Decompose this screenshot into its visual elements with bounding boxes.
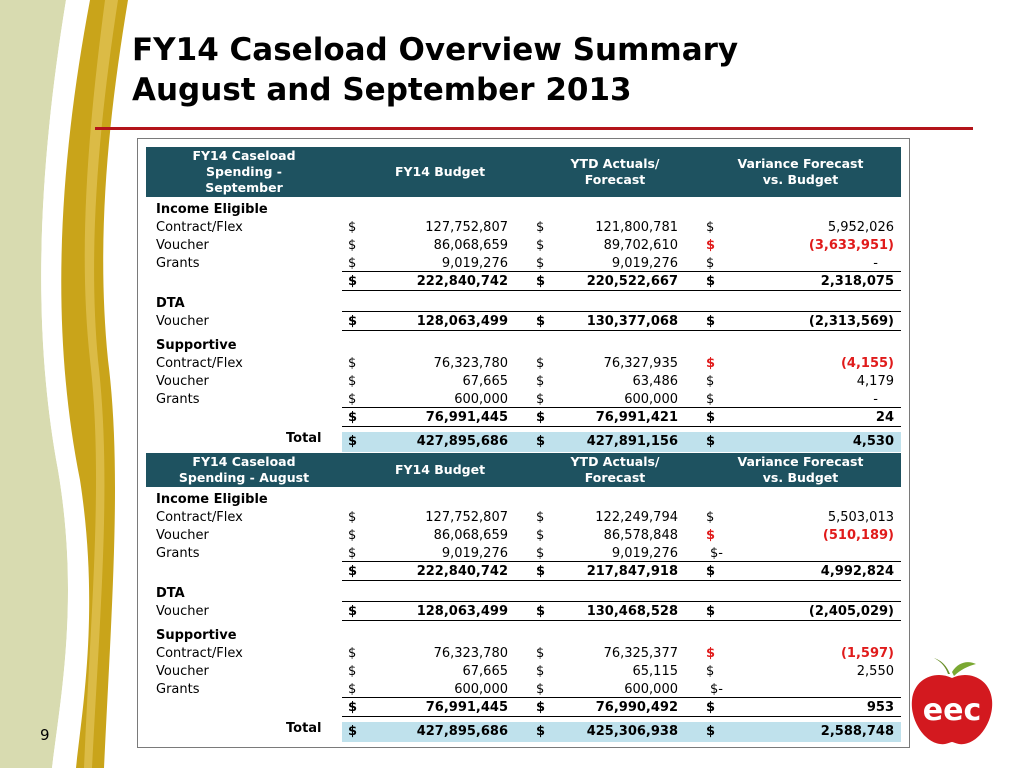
cell-value: 76,323,780 bbox=[433, 646, 508, 661]
cell-value: 600,000 bbox=[624, 682, 678, 697]
row-label: Income Eligible bbox=[156, 202, 268, 217]
currency-symbol: $ bbox=[536, 374, 545, 389]
row-label: Contract/Flex bbox=[156, 646, 243, 661]
cell-value: 128,063,499 bbox=[416, 604, 508, 619]
row-label: Contract/Flex bbox=[156, 220, 243, 235]
cell-value: 76,991,421 bbox=[595, 410, 678, 425]
column-header: Variance Forecast vs. Budget bbox=[737, 156, 864, 187]
cell-value: 130,468,528 bbox=[586, 604, 678, 619]
cell-value: 220,522,667 bbox=[586, 274, 678, 289]
total-row bbox=[146, 433, 901, 451]
table-row bbox=[146, 509, 901, 527]
currency-symbol: $ bbox=[706, 646, 716, 661]
row-label: Contract/Flex bbox=[156, 356, 243, 371]
cell-value: 2,318,075 bbox=[820, 274, 894, 289]
cell-value: 427,895,686 bbox=[416, 724, 508, 739]
cell-value: 67,665 bbox=[462, 374, 508, 389]
table-row bbox=[146, 563, 901, 581]
cell-value: (3,633,951) bbox=[808, 238, 894, 253]
currency-symbol: $ bbox=[348, 546, 357, 561]
currency-symbol: $ bbox=[536, 510, 545, 525]
cell-value: 2,588,748 bbox=[820, 724, 894, 739]
currency-symbol: $ bbox=[706, 528, 716, 543]
table-row bbox=[146, 527, 901, 545]
row-label: Grants bbox=[156, 682, 200, 697]
cell-value: 76,327,935 bbox=[603, 356, 678, 371]
table-row bbox=[146, 373, 901, 391]
cell-value: 4,530 bbox=[852, 434, 894, 449]
page-title bbox=[132, 30, 738, 110]
cell-value: 86,068,659 bbox=[433, 238, 508, 253]
cell-value: 65,115 bbox=[632, 664, 678, 679]
currency-symbol: $ bbox=[348, 314, 358, 329]
cell-value: $- bbox=[710, 682, 723, 697]
cell-value: 86,578,848 bbox=[603, 528, 678, 543]
cell-value: 5,952,026 bbox=[827, 220, 894, 235]
currency-symbol: $ bbox=[706, 220, 715, 235]
column-header: FY14 Caseload Spending - September bbox=[192, 148, 296, 195]
cell-value: 121,800,781 bbox=[595, 220, 678, 235]
table-row bbox=[146, 337, 901, 355]
table-row bbox=[146, 237, 901, 255]
table-row bbox=[146, 603, 901, 621]
row-label: Supportive bbox=[156, 338, 237, 353]
row-label: Voucher bbox=[156, 314, 209, 329]
currency-symbol: $ bbox=[706, 604, 716, 619]
svg-text:eec: eec bbox=[922, 693, 982, 728]
row-label: Supportive bbox=[156, 628, 237, 643]
cell-value: 76,991,445 bbox=[425, 700, 508, 715]
currency-symbol: $ bbox=[536, 256, 545, 271]
currency-symbol: $ bbox=[536, 646, 545, 661]
table-header bbox=[146, 147, 901, 197]
currency-symbol: $ bbox=[348, 724, 358, 739]
column-header: Variance Forecast vs. Budget bbox=[737, 454, 864, 485]
currency-symbol: $ bbox=[536, 434, 546, 449]
cell-value: 86,068,659 bbox=[433, 528, 508, 543]
currency-symbol: $ bbox=[348, 564, 358, 579]
cell-value: (510,189) bbox=[822, 528, 894, 543]
cell-value: 9,019,276 bbox=[611, 256, 678, 271]
currency-symbol: $ bbox=[348, 238, 357, 253]
currency-symbol: $ bbox=[348, 256, 357, 271]
currency-symbol: $ bbox=[536, 392, 545, 407]
cell-value: 600,000 bbox=[454, 392, 508, 407]
currency-symbol: $ bbox=[536, 314, 546, 329]
table-row bbox=[146, 409, 901, 427]
column-header: YTD Actuals/ Forecast bbox=[570, 156, 660, 187]
currency-symbol: $ bbox=[536, 604, 546, 619]
title-divider bbox=[95, 127, 973, 130]
row-label: Grants bbox=[156, 256, 200, 271]
table-row bbox=[146, 699, 901, 717]
currency-symbol: $ bbox=[536, 546, 545, 561]
currency-symbol: $ bbox=[706, 274, 716, 289]
column-header: FY14 Caseload Spending - August bbox=[178, 454, 310, 485]
currency-symbol: $ bbox=[348, 434, 358, 449]
row-label: Voucher bbox=[156, 604, 209, 619]
currency-symbol: $ bbox=[706, 356, 716, 371]
table-row bbox=[146, 201, 901, 219]
subtotal-rule bbox=[342, 697, 901, 698]
currency-symbol: $ bbox=[706, 238, 716, 253]
currency-symbol: $ bbox=[706, 724, 716, 739]
currency-symbol: $ bbox=[536, 220, 545, 235]
subtotal-rule bbox=[342, 407, 901, 408]
subtotal-rule bbox=[342, 561, 901, 562]
cell-value: 217,847,918 bbox=[586, 564, 678, 579]
currency-symbol: $ bbox=[348, 604, 358, 619]
currency-symbol: $ bbox=[348, 274, 358, 289]
currency-symbol: $ bbox=[348, 528, 357, 543]
cell-value: 9,019,276 bbox=[611, 546, 678, 561]
currency-symbol: $ bbox=[536, 528, 545, 543]
cell-value: (4,155) bbox=[840, 356, 894, 371]
cell-value: 76,990,492 bbox=[595, 700, 678, 715]
cell-value: $- bbox=[710, 546, 723, 561]
cell-value: 63,486 bbox=[632, 374, 678, 389]
row-label: DTA bbox=[156, 296, 185, 311]
currency-symbol: $ bbox=[536, 700, 546, 715]
currency-symbol: $ bbox=[706, 434, 716, 449]
currency-symbol: $ bbox=[536, 682, 545, 697]
cell-value: - bbox=[873, 392, 878, 407]
cell-value: 128,063,499 bbox=[416, 314, 508, 329]
currency-symbol: $ bbox=[348, 356, 357, 371]
currency-symbol: $ bbox=[536, 274, 546, 289]
currency-symbol: $ bbox=[706, 700, 716, 715]
subtotal-rule bbox=[342, 271, 901, 272]
cell-value: 130,377,068 bbox=[586, 314, 678, 329]
cell-value: (2,405,029) bbox=[808, 604, 894, 619]
currency-symbol: $ bbox=[706, 374, 715, 389]
currency-symbol: $ bbox=[536, 410, 546, 425]
currency-symbol: $ bbox=[348, 220, 357, 235]
currency-symbol: $ bbox=[348, 374, 357, 389]
row-label: Income Eligible bbox=[156, 492, 268, 507]
cell-value: 24 bbox=[875, 410, 894, 425]
currency-symbol: $ bbox=[706, 392, 715, 407]
column-header: FY14 Budget bbox=[394, 164, 486, 179]
eec-apple-logo-icon bbox=[906, 656, 998, 748]
row-label: Voucher bbox=[156, 238, 209, 253]
cell-value: 9,019,276 bbox=[441, 256, 508, 271]
currency-symbol: $ bbox=[348, 682, 357, 697]
cell-value: 9,019,276 bbox=[441, 546, 508, 561]
currency-symbol: $ bbox=[706, 510, 715, 525]
currency-symbol: $ bbox=[348, 646, 357, 661]
table-row bbox=[146, 355, 901, 373]
row-label: Contract/Flex bbox=[156, 510, 243, 525]
cell-value: 89,702,610 bbox=[603, 238, 678, 253]
subtotal-rule bbox=[342, 290, 901, 291]
cell-value: 127,752,807 bbox=[425, 510, 508, 525]
cell-value: 122,249,794 bbox=[595, 510, 678, 525]
cell-value: 2,550 bbox=[856, 664, 894, 679]
table-row bbox=[146, 219, 901, 237]
cell-value: 76,325,377 bbox=[603, 646, 678, 661]
table-header bbox=[146, 453, 901, 487]
total-label: Total bbox=[286, 431, 322, 446]
row-label: DTA bbox=[156, 586, 185, 601]
currency-symbol: $ bbox=[536, 664, 545, 679]
title-line-1: FY14 Caseload Overview Summary bbox=[132, 32, 739, 68]
row-label: Grants bbox=[156, 546, 200, 561]
cell-value: 222,840,742 bbox=[416, 564, 508, 579]
currency-symbol: $ bbox=[348, 510, 357, 525]
cell-value: 600,000 bbox=[624, 392, 678, 407]
currency-symbol: $ bbox=[706, 564, 716, 579]
row-label: Grants bbox=[156, 392, 200, 407]
total-row bbox=[146, 723, 901, 741]
cell-value: 76,991,445 bbox=[425, 410, 508, 425]
cell-value: 67,665 bbox=[462, 664, 508, 679]
cell-value: 127,752,807 bbox=[425, 220, 508, 235]
row-label: Voucher bbox=[156, 374, 209, 389]
column-header: YTD Actuals/ Forecast bbox=[570, 454, 660, 485]
cell-value: 4,179 bbox=[856, 374, 894, 389]
cell-value: - bbox=[873, 256, 878, 271]
currency-symbol: $ bbox=[706, 410, 716, 425]
decorative-stripes bbox=[0, 0, 160, 768]
currency-symbol: $ bbox=[706, 256, 715, 271]
slide-number: 9 bbox=[40, 726, 50, 744]
currency-symbol: $ bbox=[536, 724, 546, 739]
subtotal-rule bbox=[342, 330, 901, 331]
currency-symbol: $ bbox=[706, 314, 716, 329]
table-row bbox=[146, 273, 901, 291]
currency-symbol: $ bbox=[706, 664, 715, 679]
table-row bbox=[146, 627, 901, 645]
currency-symbol: $ bbox=[348, 664, 357, 679]
cell-value: (2,313,569) bbox=[808, 314, 894, 329]
subtotal-rule bbox=[342, 601, 901, 602]
table-row bbox=[146, 645, 901, 663]
subtotal-rule bbox=[342, 426, 901, 427]
currency-symbol: $ bbox=[536, 564, 546, 579]
currency-symbol: $ bbox=[348, 410, 358, 425]
cell-value: 427,891,156 bbox=[586, 434, 678, 449]
cell-value: 5,503,013 bbox=[827, 510, 894, 525]
subtotal-rule bbox=[342, 580, 901, 581]
table-row bbox=[146, 663, 901, 681]
currency-symbol: $ bbox=[348, 392, 357, 407]
cell-value: 4,992,824 bbox=[820, 564, 894, 579]
cell-value: 425,306,938 bbox=[586, 724, 678, 739]
row-label: Voucher bbox=[156, 528, 209, 543]
caseload-tables-frame bbox=[137, 138, 910, 748]
column-header: FY14 Budget bbox=[394, 462, 486, 477]
currency-symbol: $ bbox=[348, 700, 358, 715]
cell-value: 76,323,780 bbox=[433, 356, 508, 371]
row-label: Voucher bbox=[156, 664, 209, 679]
table-row bbox=[146, 313, 901, 331]
total-label: Total bbox=[286, 721, 322, 736]
cell-value: 222,840,742 bbox=[416, 274, 508, 289]
title-line-2: August and September 2013 bbox=[132, 72, 632, 108]
subtotal-rule bbox=[342, 620, 901, 621]
subtotal-rule bbox=[342, 311, 901, 312]
table-row bbox=[146, 491, 901, 509]
subtotal-rule bbox=[342, 716, 901, 717]
currency-symbol: $ bbox=[536, 238, 545, 253]
cell-value: 953 bbox=[866, 700, 894, 715]
cell-value: (1,597) bbox=[840, 646, 894, 661]
cell-value: 427,895,686 bbox=[416, 434, 508, 449]
currency-symbol: $ bbox=[536, 356, 545, 371]
cell-value: 600,000 bbox=[454, 682, 508, 697]
